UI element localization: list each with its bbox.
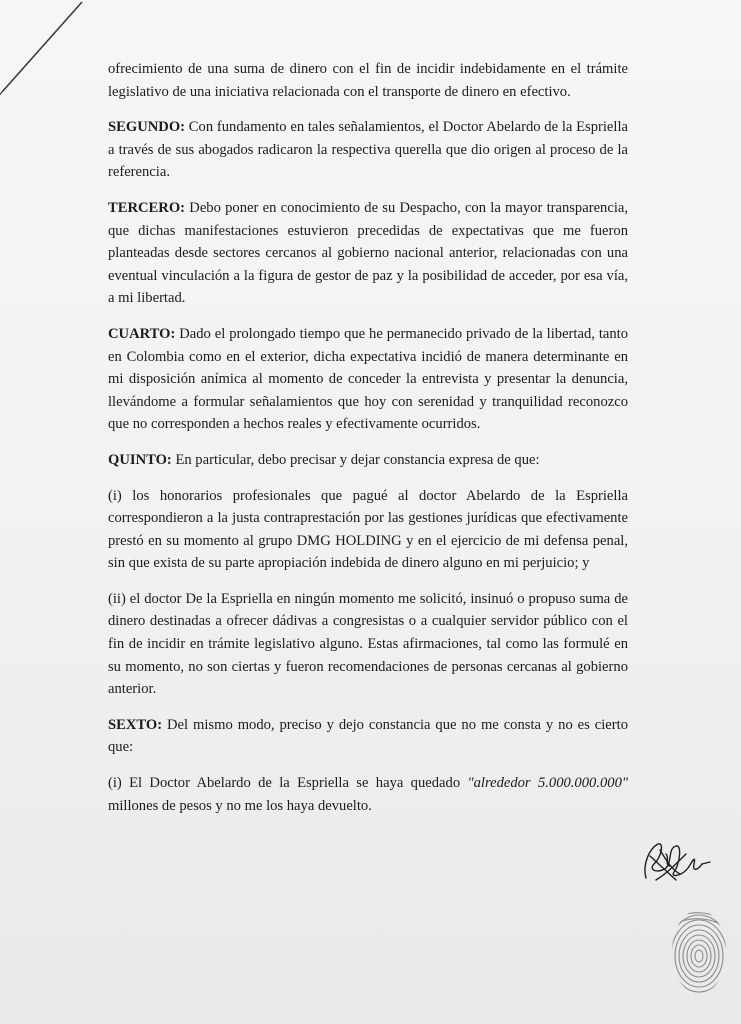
paragraph-text: (ii) el doctor De la Espriella en ningún momento me solicitó, insinuó o propuso suma de dinero destinadas a ofrecer dádivas a congresistas o a cualquier servidor público con el fin de incidir en trámite legislativo alguno. Estas afirmaciones, tal como las formulé en su momento, no son ciertas y fueron recomendaciones de personas cercanas al gobierno anterior. bbox=[108, 590, 628, 698]
paragraph-label: SEXTO: bbox=[108, 716, 163, 733]
paragraph-text: (i) El Doctor Abelardo de la Espriella se haya quedado bbox=[108, 775, 468, 792]
paragraph-sexto-i bbox=[108, 772, 628, 817]
paragraph-text: Con fundamento en tales señalamientos, el Doctor Abelardo de la Espriella a través de sus abogados radicaron la respectiva querella que dio origen al proceso de la referencia. bbox=[108, 119, 628, 181]
paragraph-label: TERCERO: bbox=[108, 199, 186, 216]
paragraph-cuarto bbox=[108, 323, 628, 436]
page-fold-mark bbox=[0, 0, 110, 110]
paragraph-text: (i) los honorarios profesionales que pagué al doctor Abelardo de la Espriella correspondieron a la justa contraprestación por las gestiones jurídicas que efectivamente prestó en su momento al grupo DMG HOLDING y en el ejercicio de mi defensa penal, sin que exista de su parte apropiación indebida de dinero alguno en mi perjuicio; y bbox=[108, 487, 628, 572]
paragraph-text: En particular, debo precisar y dejar constancia expresa de que: bbox=[171, 451, 540, 468]
paragraph-text: Dado el prolongado tiempo que he permanecido privado de la libertad, tanto en Colombia como en el exterior, dicha expectativa incidió de manera determinante en mi disposición anímica al momento de conceder la entrevista y presentar la denuncia, llevándome a formular señalamientos que hoy con serenidad y tranquilidad reconozco que no corresponden a hechos reales y efectivamente ocurridos. bbox=[108, 325, 628, 433]
paragraph-quinto-i bbox=[108, 485, 628, 575]
document-body bbox=[108, 58, 628, 830]
paragraph-segundo bbox=[108, 116, 628, 184]
paragraph-label: SEGUNDO: bbox=[108, 119, 186, 136]
paragraph-quote: "alrededor 5.000.000.000" bbox=[467, 775, 628, 792]
paragraph-text: ofrecimiento de una suma de dinero con el fin de incidir indebidamente en el trámite legislativo de una iniciativa relacionada con el transporte de dinero en efectivo. bbox=[108, 61, 628, 100]
handwritten-signature bbox=[636, 834, 716, 896]
paragraph-quinto-ii bbox=[108, 588, 628, 701]
paragraph-label: QUINTO: bbox=[108, 451, 172, 468]
paragraph-text-tail: millones de pesos y no me los haya devuelto. bbox=[108, 797, 372, 814]
paragraph-intro bbox=[108, 58, 628, 103]
paragraph-label: CUARTO: bbox=[108, 325, 176, 342]
paragraph-text: Del mismo modo, preciso y dejo constancia que no me consta y no es cierto que: bbox=[108, 716, 628, 756]
paragraph-quinto bbox=[108, 449, 628, 472]
paragraph-text: Debo poner en conocimiento de su Despacho, con la mayor transparencia, que dichas manifestaciones estuvieron precedidas de expectativas que me fueron planteadas desde sectores cercanos al gobierno nacional anterior, relacionadas con una eventual vinculación a la figura de gestor de paz y la posibilidad de acceder, por esa vía, a mi libertad. bbox=[108, 199, 628, 307]
fingerprint-mark bbox=[668, 906, 730, 998]
paragraph-tercero bbox=[108, 197, 628, 310]
paragraph-sexto bbox=[108, 714, 628, 759]
